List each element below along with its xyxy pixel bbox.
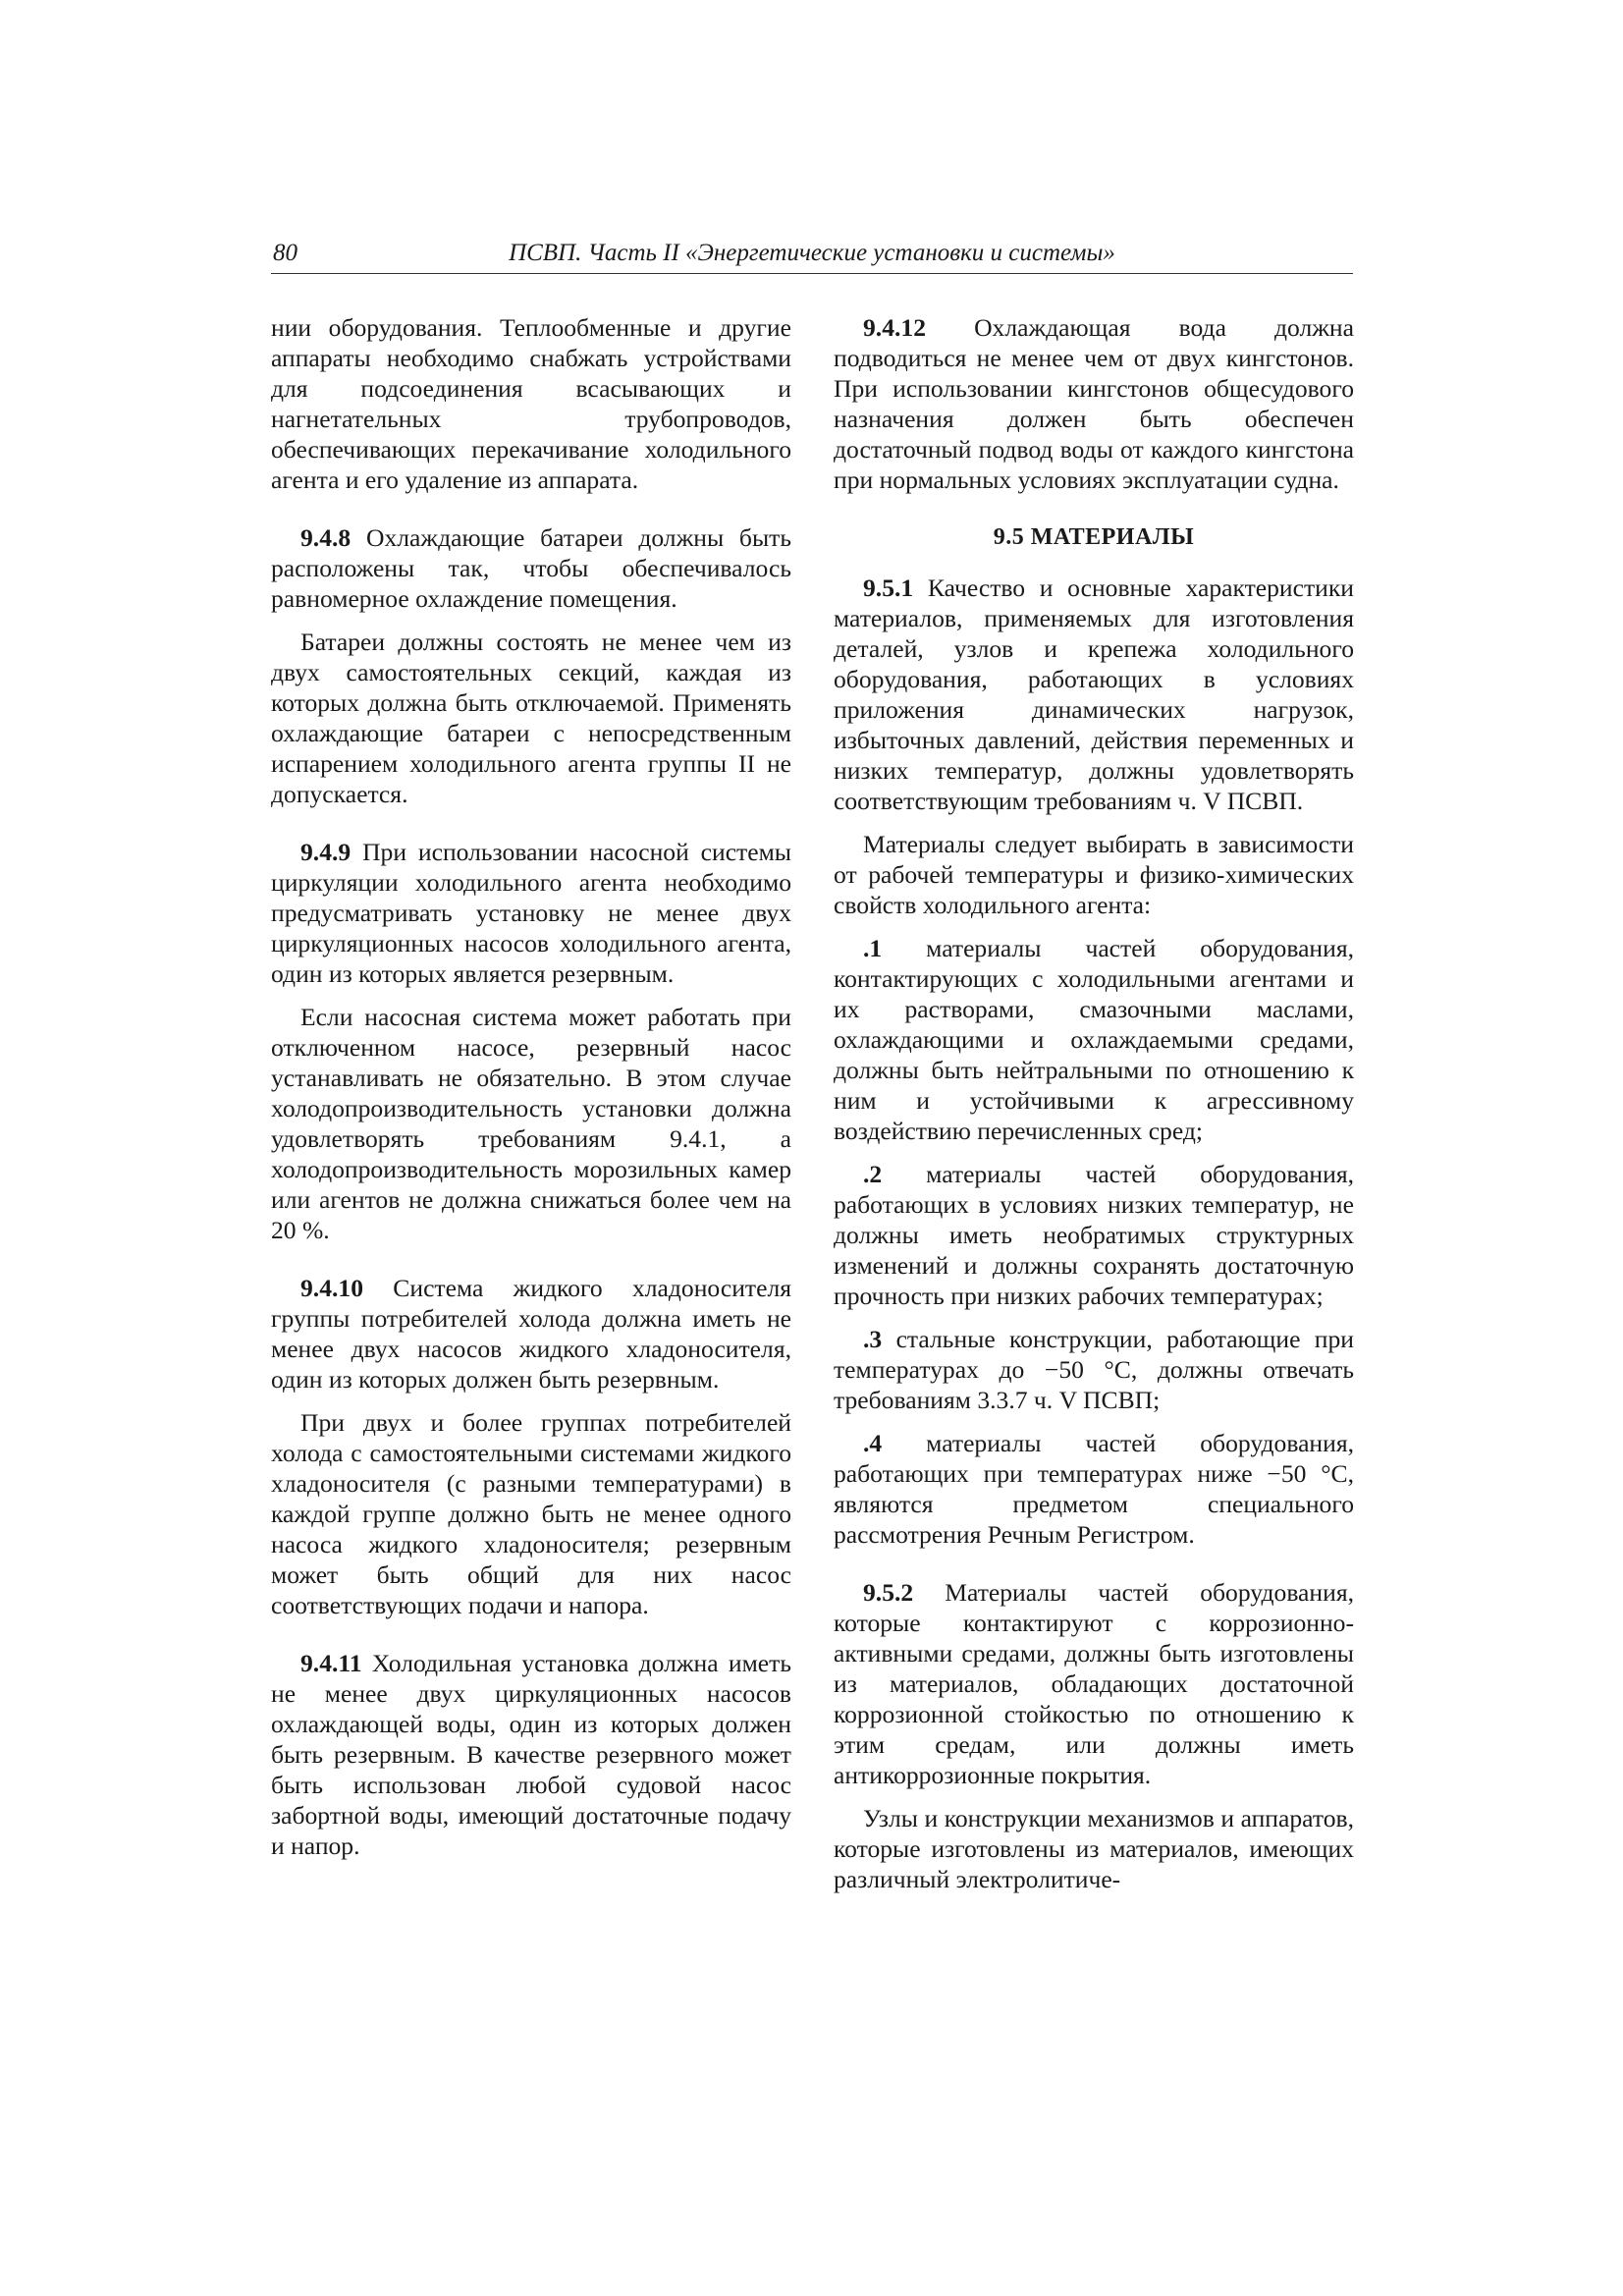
page-number: 80: [273, 240, 298, 266]
clause-number: 9.4.8: [300, 523, 352, 552]
clause-text: Материалы частей оборудования, которые контактируют с коррозионно-активными средами, должны быть изготовлены из материалов, обладающих достаточной коррозионной стойкостью по отношению к этим средам, или должны иметь антикоррозионные покрытия.: [834, 1578, 1354, 1789]
list-item: [834, 1324, 1354, 1415]
paragraph: [271, 312, 791, 495]
paragraph-text: нии оборудования. Теплообменные и другие аппараты необходимо снабжать устройствами для подсоединения всасывающих и нагнетательных трубопроводов, обеспечивающих перекачивание холодильного агента и его удаление из аппарата.: [271, 313, 791, 494]
paragraph-text: Материалы следует выбирать в зависимости от рабочей температуры и физико-химических свойств холодильного агента:: [834, 830, 1354, 919]
clause-number: 9.4.10: [300, 1274, 363, 1302]
clause-9-4-11: [271, 1648, 791, 1861]
right-column: [834, 312, 1354, 1907]
clause-text: Система жидкого хладоносителя группы потребителей холода должна иметь не менее двух насосов жидкого хладоносителя, один из которых должен быть резервным.: [271, 1274, 791, 1394]
clause-9-4-9: [271, 837, 791, 989]
paragraph: [271, 627, 791, 809]
clause-9-4-12: [834, 312, 1354, 495]
paragraph-text: Батареи должны состоять не менее чем из двух самостоятельных секций, каждая из которых должна быть отключаемой. Применять охлаждающие батареи с непосредственным испарением холодильного агента группы II не допускается.: [271, 628, 791, 808]
clause-number: 9.5.2: [863, 1578, 914, 1607]
running-title: ПСВП. Часть II «Энергетические установки и системы»: [509, 240, 1115, 266]
paragraph: [834, 1803, 1354, 1894]
clause-9-5-2: [834, 1577, 1354, 1790]
list-item-text: материалы частей оборудования, работающих при температурах ниже −50 °C, являются предметом специального рассмотрения Речным Регистром.: [834, 1429, 1354, 1549]
clause-text: Холодильная установка должна иметь не менее двух циркуляционных насосов охлаждающей воды, один из которых должен быть резервным. В качестве резервного может быть использован любой судовой насос забортной воды, имеющий достаточные подачу и напор.: [271, 1649, 791, 1860]
list-item: [834, 1428, 1354, 1550]
list-item-number: .2: [863, 1160, 883, 1188]
list-item: [834, 933, 1354, 1146]
clause-number: 9.4.9: [300, 838, 352, 866]
left-column: [271, 312, 791, 1874]
paragraph-text: При двух и более группах потребителей холода с самостоятельными системами жидкого хладоносителя (с разными температурами) в каждой группе должно быть не менее одного насоса жидкого хладоносителя; резервным может быть общий для них насос соответствующих подачи и напора.: [271, 1408, 791, 1619]
paragraph: [271, 1002, 791, 1245]
paragraph: [271, 1407, 791, 1620]
list-item-number: .4: [863, 1429, 883, 1457]
list-item-text: стальные конструкции, работающие при температурах до −50 °C, должны отвечать требованиям 3.3.7 ч. V ПСВП;: [834, 1325, 1354, 1414]
list-item-text: материалы частей оборудования, контактирующих с холодильными агентами и их растворами, смазочными маслами, охлаждающими и охлаждаемыми средами, должны быть нейтральными по отношению к ним и устойчивыми к агрессивному воздействию перечисленных сред;: [834, 934, 1354, 1145]
paragraph: [834, 829, 1354, 920]
clause-number: 9.4.11: [300, 1649, 362, 1677]
section-heading: 9.5 МАТЕРИАЛЫ: [993, 524, 1195, 550]
clause-text: Качество и основные характеристики материалов, применяемых для изготовления деталей, узлов и крепежа холодильного оборудования, работающих в условиях приложения динамических нагрузок, избыточных давлений, действия переменных и низких температур, должны удовлетворять соответствующим требованиям ч. V ПСВП.: [834, 574, 1354, 815]
clause-number: 9.5.1: [863, 574, 914, 602]
clause-text: Охлаждающая вода должна подводиться не менее чем от двух кингстонов. При использовании кингстонов общесудового назначения должен быть обеспечен достаточный подвод воды от каждого кингстона при нормальных условиях эксплуатации судна.: [834, 313, 1354, 494]
list-item-number: .1: [863, 934, 883, 962]
clause-9-5-1: [834, 573, 1354, 816]
paragraph-text: Если насосная система может работать при отключенном насосе, резервный насос устанавливать не обязательно. В этом случае холодопроизводительность установки должна удовлетворять требованиям 9.4.1, а холодопроизводительность морозильных камер или агентов не должна снижаться более чем на 20 %.: [271, 1003, 791, 1244]
clause-9-4-8: [271, 522, 791, 614]
list-item-text: материалы частей оборудования, работающих в условиях низких температур, не должны иметь необратимых структурных изменений и должны сохранять достаточную прочность при низких рабочих температурах;: [834, 1160, 1354, 1310]
clause-text: При использовании насосной системы циркуляции холодильного агента необходимо предусматривать установку не менее двух циркуляционных насосов холодильного агента, один из которых является резервным.: [271, 838, 791, 988]
list-item: [834, 1159, 1354, 1311]
clause-text: Охлаждающие батареи должны быть расположены так, чтобы обеспечивалось равномерное охлаждение помещения.: [271, 523, 791, 613]
list-item-number: .3: [863, 1325, 883, 1353]
clause-number: 9.4.12: [863, 313, 926, 342]
page-header: [271, 240, 1353, 274]
paragraph-text: Узлы и конструкции механизмов и аппаратов, которые изготовлены из материалов, имеющих различный электролитиче-: [834, 1804, 1354, 1893]
clause-9-4-10: [271, 1273, 791, 1394]
